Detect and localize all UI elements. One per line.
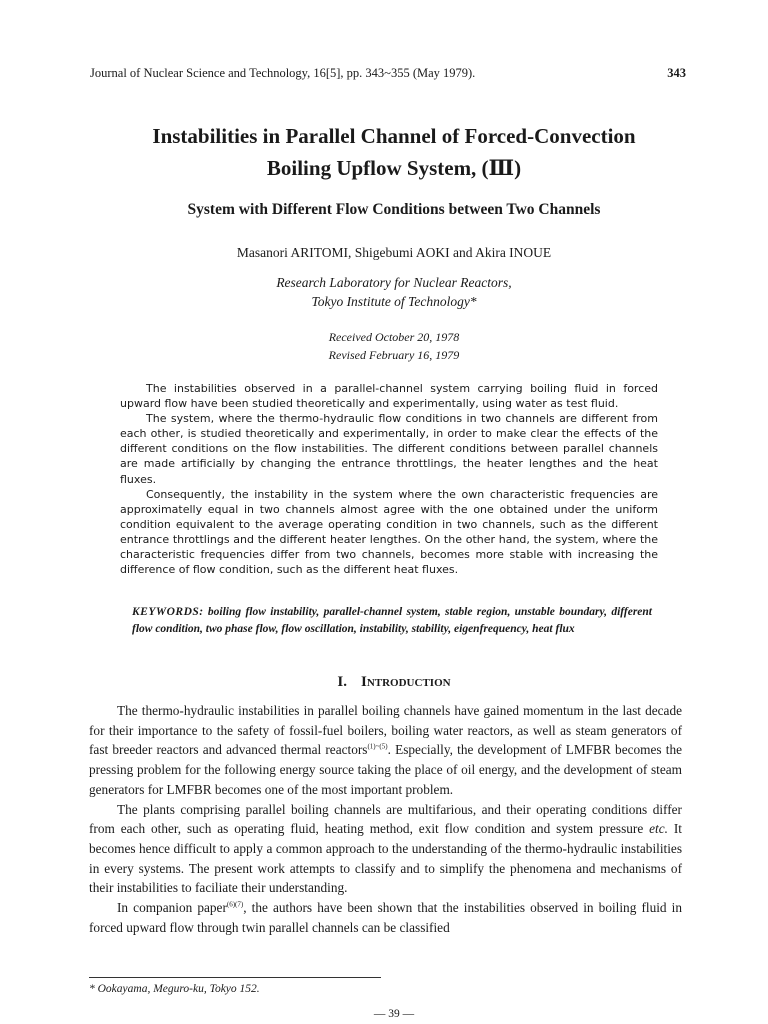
body-paragraph: [89, 898, 682, 937]
abstract: [120, 381, 658, 577]
citation: (1)~(5): [367, 742, 388, 751]
running-header: [90, 66, 686, 81]
text-run: In companion paper: [117, 900, 227, 916]
section-number: I.: [337, 674, 347, 690]
submission-dates: [60, 328, 728, 364]
footnote-rule: [89, 977, 381, 978]
body-paragraph: [89, 701, 682, 800]
affiliation-line-1: Research Laboratory for Nuclear Reactors,: [276, 275, 512, 290]
received-date: Received October 20, 1978: [328, 330, 460, 344]
abstract-paragraph: The instabilities observed in a parallel-channel system carrying boiling fluid in forced upward flow have been studied theoretically and experimentally, using water as test fluid.: [120, 382, 658, 411]
keywords-text: boiling flow instability, parallel-channel system, stable region, unstable boundary, different flow condition, two phase flow, flow oscillation, instability, stability, eigenfrequency, heat flux: [132, 606, 653, 635]
paper-title: [60, 120, 728, 184]
text-run: , the authors have been shown that the instabilities observed in boiling fluid in forced upward flow through twin parallel channels can be classified: [89, 900, 682, 935]
title-line-2: Boiling Upflow System, (Ⅲ): [266, 156, 522, 180]
text-run: It becomes hence difficult to apply a common approach to the understanding of the thermo-hydraulic instabilities in every systems. The present work attempts to classify and to simplify the phenomena and mechanisms of their instabilities to faciliate their understanding.: [89, 821, 683, 896]
abstract-paragraph: The system, where the thermo-hydraulic flow conditions in two channels are different from each other, is studied theoretically and experimentally, in order to make clear the effects of the different conditions on the flow instabilities. The different conditions between parallel channels are made artificially by changing the entrance throttlings, the heater lengthes and the heat fluxes.: [120, 412, 658, 486]
section-title: Introduction: [361, 674, 451, 690]
title-line-1: Instabilities in Parallel Channel of Forced-Convection: [152, 124, 636, 148]
abstract-paragraph: Consequently, the instability in the system where the own characteristic frequencies are approximatelly equal in two channels almost agree with the one obtained under the uniform condition equivalent to the average operating condition in two channels, such as the different entrance throttlings and the different heater lengthes. On the other hand, the system, where the characteristic frequencies differ from two channels, becomes more stable with increasing the difference of flow condition, such as the different heat fluxes.: [120, 487, 658, 577]
revised-date: Revised February 16, 1979: [328, 348, 460, 362]
text-run: The plants comprising parallel boiling channels are multifarious, and their operating conditions differ from each other, such as operating fluid, heating method, exit flow condition and system pressure: [89, 801, 682, 837]
author-list: Masanori ARITOMI, Shigebumi AOKI and Akira INOUE: [236, 245, 552, 260]
affiliation: [60, 273, 728, 311]
paper-subtitle: System with Different Flow Conditions between Two Channels: [187, 201, 601, 218]
text-run: . Especially, the development of LMFBR becomes the pressing problem for the following energy source taking the place of oil energy, and the development of steam generators for LMFBR becomes one of the most important problem.: [89, 742, 683, 797]
running-head: Journal of Nuclear Science and Technology, 16[5], pp. 343~355 (May 1979).: [90, 66, 476, 80]
body-paragraph: [89, 800, 682, 899]
keywords-label: KEYWORDS:: [132, 606, 204, 618]
citation: (6)(7): [226, 900, 244, 909]
text-run-italic: etc.: [649, 821, 668, 837]
section-heading: [60, 674, 728, 691]
affiliation-line-2: Tokyo Institute of Technology*: [311, 294, 477, 309]
introduction-body: [89, 701, 682, 937]
footnote: * Ookayama, Meguro-ku, Tokyo 152.: [89, 983, 260, 995]
page-number: 343: [667, 66, 686, 80]
keywords-block: [132, 604, 652, 638]
folio: — 39 —: [373, 1008, 415, 1020]
text-run: The thermo-hydraulic instabilities in parallel boiling channels have gained momentum in the last decade for their importance to the safety of fossil-fuel boilers, boiling water reactors, as well as steam generators of fast breeder reactors and advanced thermal reactors: [89, 703, 682, 758]
